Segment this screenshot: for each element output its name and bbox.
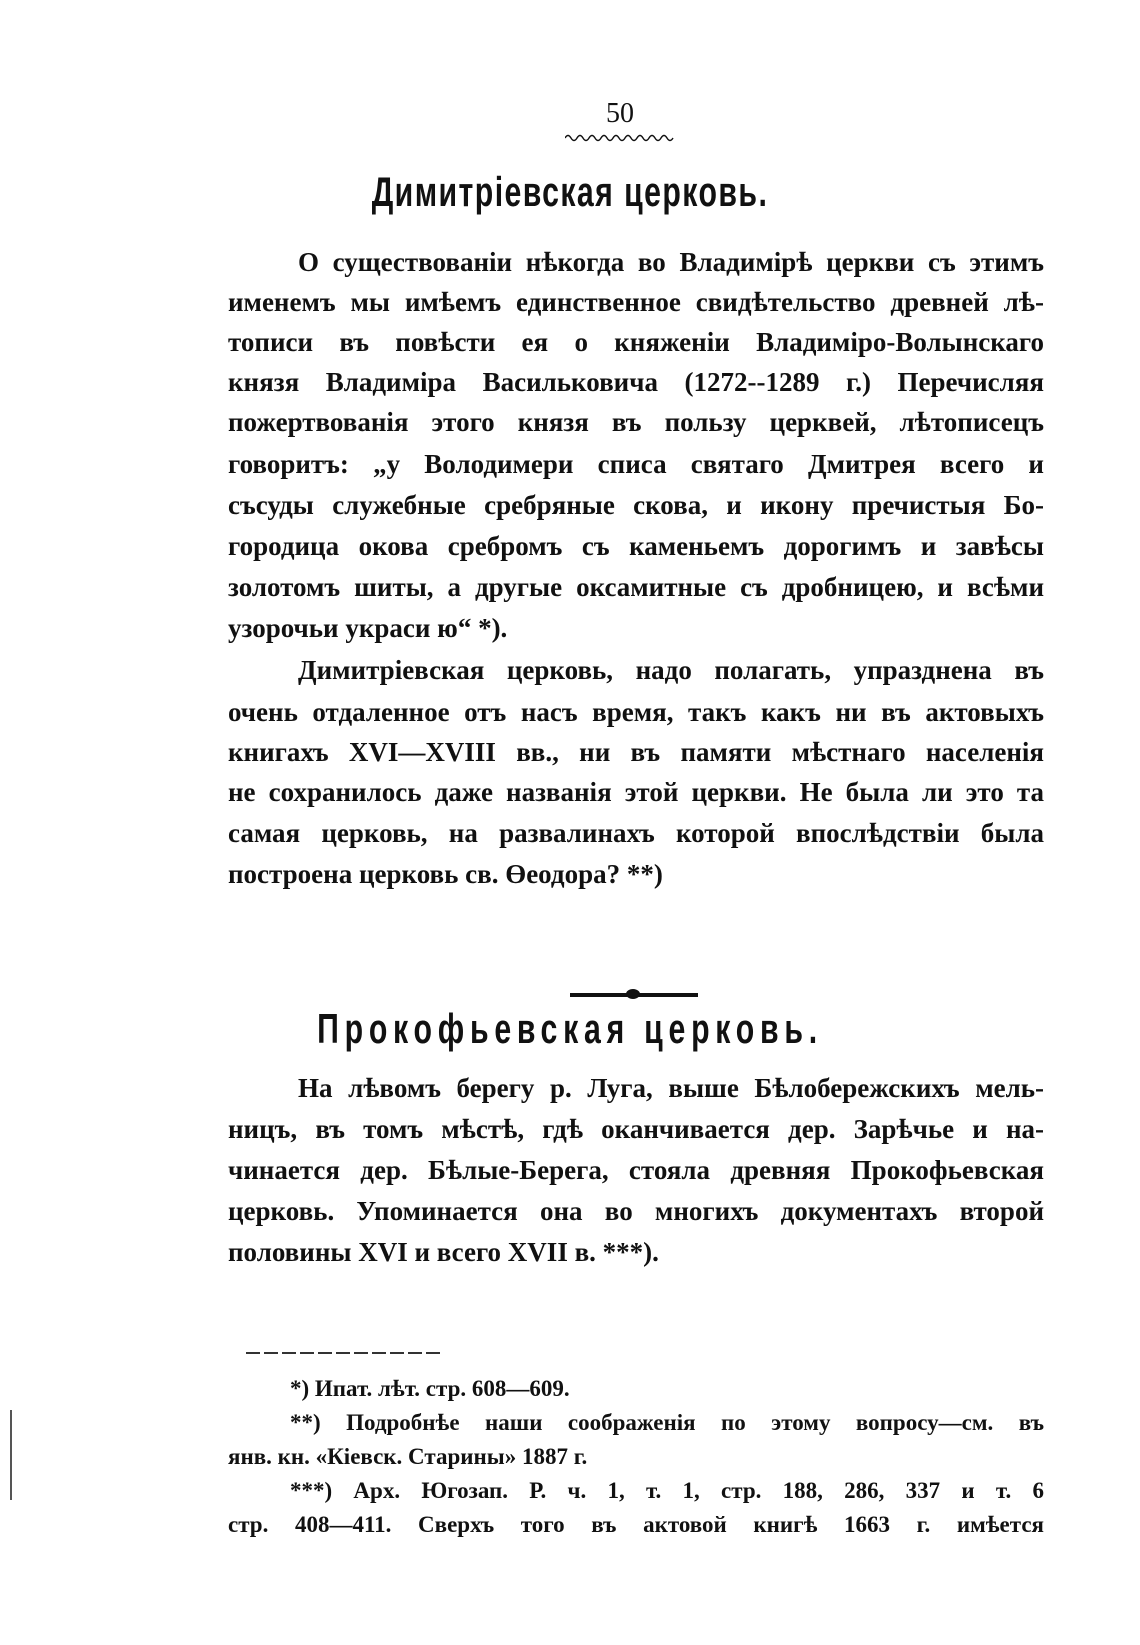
footnote-line: янв. кн. «Кіевск. Старины» 1887 г.	[228, 1444, 588, 1469]
text-line: книгахъ XVI—XVIII вв., ни въ памяти мѣстнаго населенія	[228, 737, 1044, 767]
footnote-separator	[246, 1352, 442, 1354]
text-line: не сохранилось даже названія этой церкви. Не была ли это та	[228, 777, 1044, 807]
section-title-prokofievskaya: Прокофьевская церковь.	[317, 1005, 823, 1052]
text-line: церковь. Упоминается она во многихъ документахъ второй	[228, 1196, 1044, 1226]
page-number: 50	[606, 98, 634, 129]
text-line: Димитріевская церковь, надо полагать, упразднена въ	[298, 655, 1044, 685]
text-line: золотомъ шиты, а другые оксамитные съ дробницею, и всѣми	[228, 572, 1044, 602]
text-line: ницъ, въ томъ мѣстѣ, гдѣ оканчивается дер. Зарѣчье и на-	[228, 1114, 1044, 1144]
text-line: О существованіи нѣкогда во Владимірѣ церкви съ этимъ	[298, 247, 1044, 277]
text-line: чинается дер. Бѣлые-Берега, стояла древняя Прокофьевская	[228, 1155, 1044, 1185]
page-edge-mark	[10, 1410, 12, 1500]
text-line: именемъ мы имѣемъ единственное свидѣтельство древней лѣ-	[228, 287, 1044, 317]
text-line: городица окова сребромъ съ каменьемъ дорогимъ и завѣсы	[228, 531, 1044, 561]
footnote-line: ***) Арх. Югозап. Р. ч. 1, т. 1, стр. 188, 286, 337 и т. 6	[290, 1478, 1044, 1503]
footnote-line: **) Подробнѣе наши соображенія по этому вопросу—см. въ	[290, 1410, 1044, 1435]
text-line: говоритъ: „у Володимери списа святаго Дмитрея всего и	[228, 449, 1044, 479]
text-line: тописи въ повѣсти ея о княженіи Владиміро-Волынскаго	[228, 327, 1044, 357]
text-line: князя Владиміра Васильковича (1272--1289 г.) Перечисляя	[228, 367, 1044, 397]
page-number-wavy-underline	[565, 132, 675, 142]
text-line: На лѣвомъ берегу р. Луга, выше Бѣлобережскихъ мель-	[298, 1073, 1044, 1103]
footnote-line: стр. 408—411. Сверхъ того въ актовой книгѣ 1663 г. имѣется	[228, 1512, 1044, 1537]
footnote-line: *) Ипат. лѣт. стр. 608—609.	[290, 1376, 570, 1401]
text-line: очень отдаленное отъ насъ время, такъ какъ ни въ актовыхъ	[228, 697, 1044, 727]
text-line: съсуды служебные сребряные скова, и икону пречистыя Бо-	[228, 490, 1044, 520]
section-title-dimitrievskaya: Димитріевская церковь.	[371, 168, 769, 215]
text-line: половины XVI и всего XVII в. ***).	[228, 1237, 659, 1267]
section-divider-ornament	[626, 989, 640, 999]
text-line: узорочьи украси ю“ *).	[228, 613, 508, 643]
text-line: самая церковь, на развалинахъ которой впослѣдствіи была	[228, 818, 1044, 848]
text-line: построена церковь св. Өеодора? **)	[228, 859, 663, 889]
text-line: пожертвованія этого князя въ пользу церквей, лѣтописецъ	[228, 407, 1044, 437]
